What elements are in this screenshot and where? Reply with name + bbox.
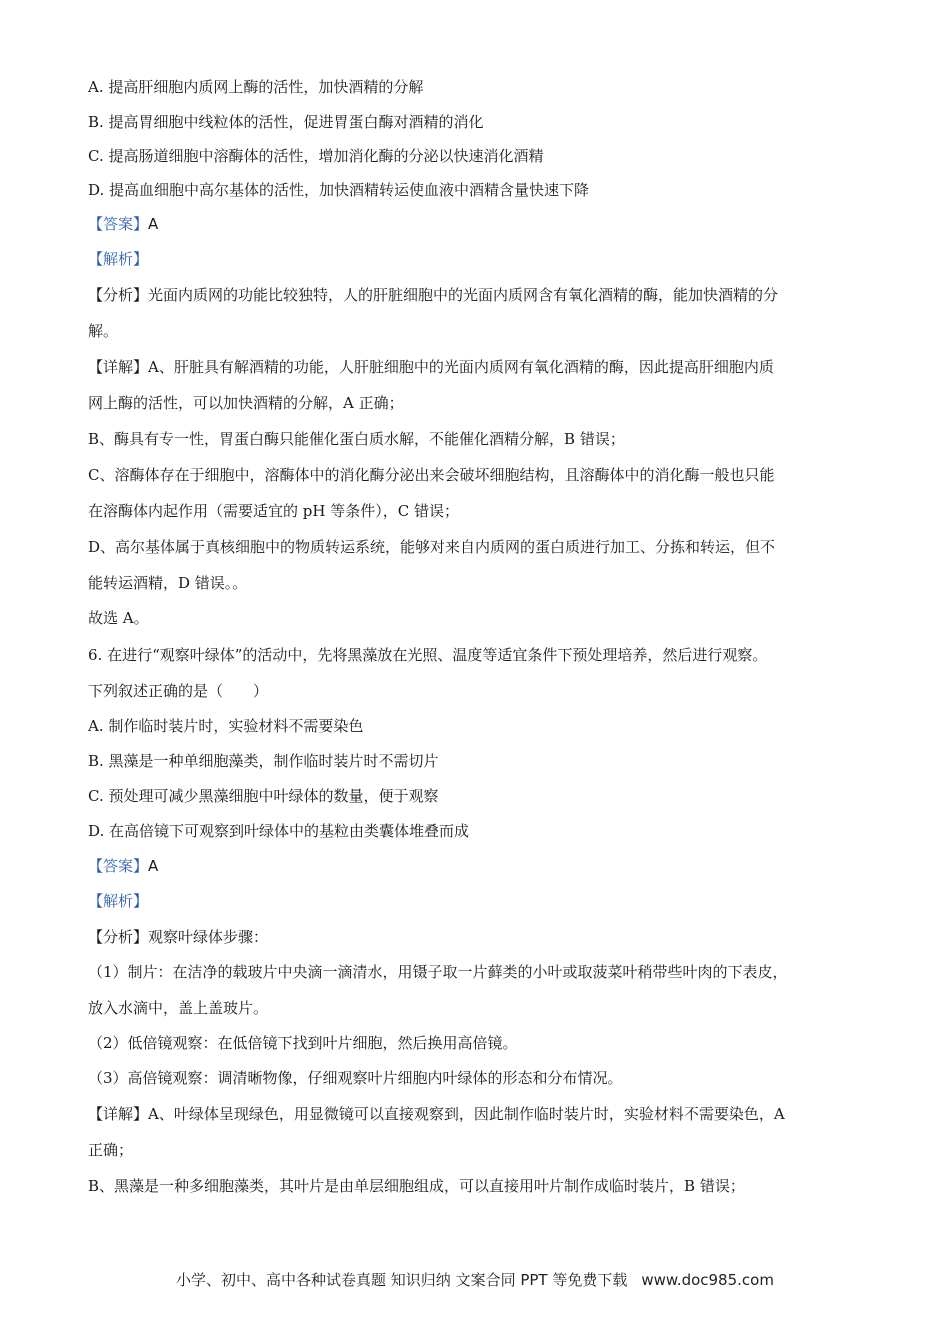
answer-value: A xyxy=(148,857,159,875)
q5-analysis-line: 【详解】A、肝脏具有解酒精的功能，人肝脏细胞中的光面内质网有氧化酒精的酶，因此提高肝细胞内质 xyxy=(88,358,774,376)
q5-option-d: D. 提高血细胞中高尔基体的活性，加快酒精转运使血液中酒精含量快速下降 xyxy=(88,181,590,199)
q5-option-c: C. 提高肠道细胞中溶酶体的活性，增加消化酶的分泌以快速消化酒精 xyxy=(88,147,544,165)
page-footer xyxy=(0,1270,950,1290)
q5-option-b: B. 提高胃细胞中线粒体的活性，促进胃蛋白酶对酒精的消化 xyxy=(88,113,484,131)
q6-stem: 6. 在进行“观察叶绿体”的活动中，先将黑藻放在光照、温度等适宜条件下预处理培养，然后进行观察。 xyxy=(88,646,768,664)
q6-answer xyxy=(88,856,158,876)
footer-url[interactable]: www.doc985.com xyxy=(641,1271,774,1289)
q6-analysis-line: （2）低倍镜观察：在低倍镜下找到叶片细胞，然后换用高倍镜。 xyxy=(88,1034,518,1052)
q5-analysis-line: B、酶具有专一性，胃蛋白酶只能催化蛋白质水解，不能催化酒精分解，B 错误； xyxy=(88,430,625,448)
q6-analysis-line: 正确； xyxy=(88,1141,134,1159)
q6-option-b: B. 黑藻是一种单细胞藻类，制作临时装片时不需切片 xyxy=(88,752,439,770)
q6-analysis-line: （3）高倍镜观察：调清晰物像，仔细观察叶片细胞内叶绿体的形态和分布情况。 xyxy=(88,1069,623,1087)
q5-analysis-line: 解。 xyxy=(88,322,119,340)
q6-analysis-line: B、黑藻是一种多细胞藻类，其叶片是由单层细胞组成，可以直接用叶片制作成临时装片，B 错误； xyxy=(88,1177,745,1195)
q5-analysis-line: 网上酶的活性，可以加快酒精的分解，A 正确； xyxy=(88,394,404,412)
footer-text: 小学、初中、高中各种试卷真题 知识归纳 文案合同 PPT 等免费下载 xyxy=(176,1271,628,1289)
q6-analysis-line: 【分析】观察叶绿体步骤： xyxy=(88,928,269,946)
answer-value: A xyxy=(148,215,159,233)
q5-conclusion: 故选 A。 xyxy=(88,609,149,627)
q6-option-d: D. 在高倍镜下可观察到叶绿体中的基粒由类囊体堆叠而成 xyxy=(88,822,470,840)
answer-tag: 【答案】 xyxy=(88,215,149,233)
q6-analysis-tag: 【解析】 xyxy=(88,892,149,910)
q5-option-a: A. 提高肝细胞内质网上酶的活性，加快酒精的分解 xyxy=(88,78,424,96)
q5-analysis-line: D、高尔基体属于真核细胞中的物质转运系统，能够对来自内质网的蛋白质进行加工、分拣和转运，但不 xyxy=(88,538,776,556)
q5-answer xyxy=(88,214,158,234)
q5-analysis-line: 【分析】光面内质网的功能比较独特，人的肝脏细胞中的光面内质网含有氧化酒精的酶，能加快酒精的分 xyxy=(88,286,779,304)
q5-analysis-line: 在溶酶体内起作用（需要适宜的 pH 等条件），C 错误； xyxy=(88,502,459,520)
q6-option-c: C. 预处理可减少黑藻细胞中叶绿体的数量，便于观察 xyxy=(88,787,439,805)
q6-analysis-line: 放入水滴中，盖上盖玻片。 xyxy=(88,999,269,1017)
q6-analysis-line: （1）制片：在洁净的载玻片中央滴一滴清水，用镊子取一片藓类的小叶或取菠菜叶稍带些叶肉的下表皮， xyxy=(88,963,788,981)
answer-tag: 【答案】 xyxy=(88,857,149,875)
q5-analysis-line: 能转运酒精，D 错误。。 xyxy=(88,574,248,592)
q5-analysis-tag: 【解析】 xyxy=(88,250,149,268)
q5-analysis-line: C、溶酶体存在于细胞中，溶酶体中的消化酶分泌出来会破坏细胞结构，且溶酶体中的消化酶一般也只能 xyxy=(88,466,775,484)
q6-option-a: A. 制作临时装片时，实验材料不需要染色 xyxy=(88,717,364,735)
q6-stem: 下列叙述正确的是（ ） xyxy=(88,682,269,700)
q6-analysis-line: 【详解】A、叶绿体呈现绿色，用显微镜可以直接观察到，因此制作临时装片时，实验材料不需要染色，A xyxy=(88,1105,785,1123)
